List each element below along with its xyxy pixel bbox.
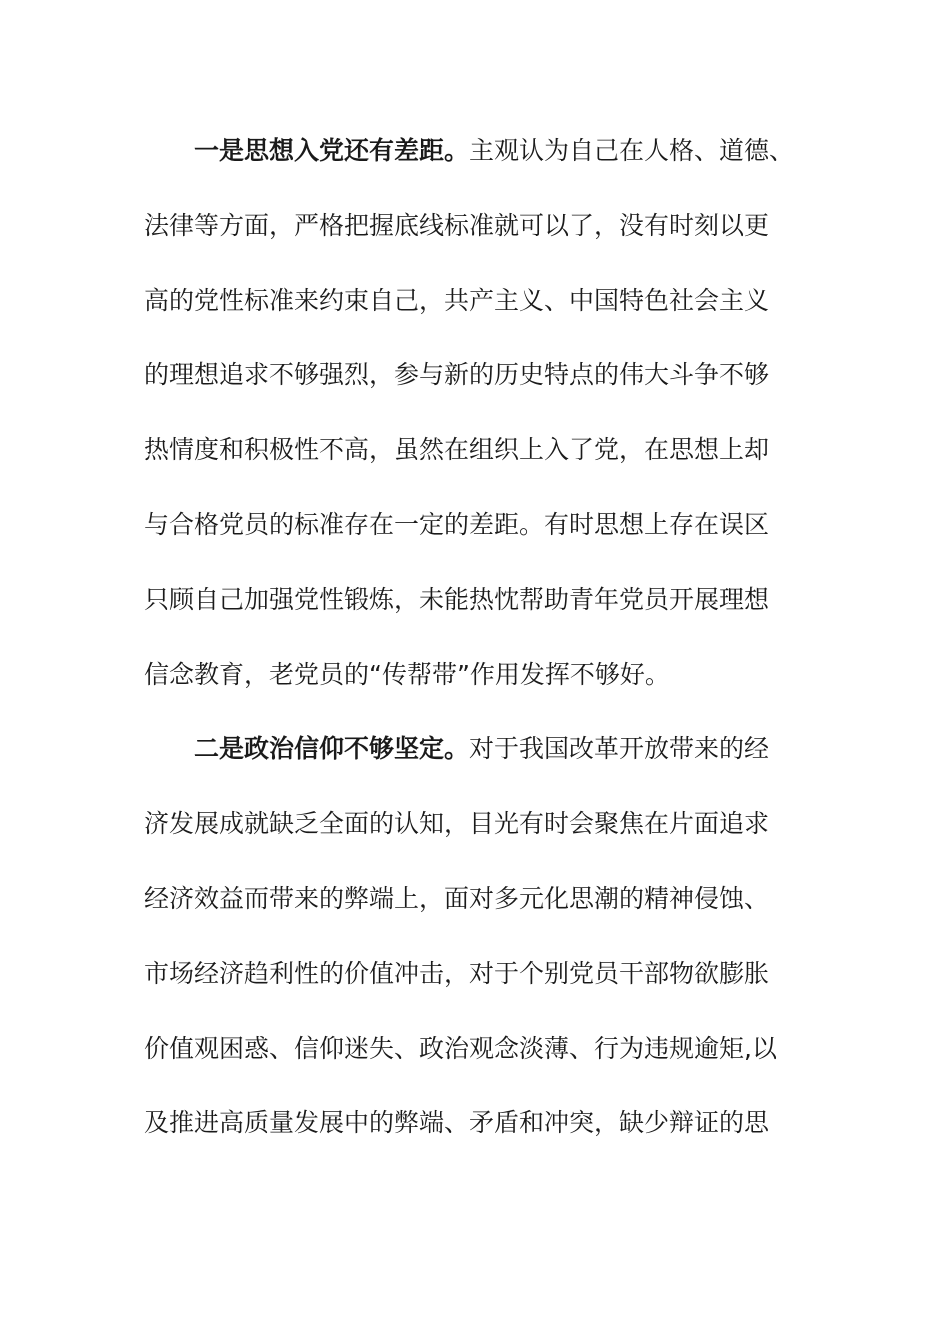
paragraph-text: 主观认为自己在人格、道德、 — [469, 136, 795, 165]
paragraph-line: 与合格党员的标准存在一定的差距。有时思想上存在误区 — [144, 509, 770, 539]
paragraph-line — [144, 712, 824, 787]
paragraph-line: 及推进高质量发展中的弊端、矛盾和冲突，缺少辩证的思 — [144, 1108, 770, 1138]
paragraph-line: 市场经济趋利性的价值冲击，对于个别党员干部物欲膨胀 — [144, 958, 770, 988]
paragraph-line: 的理想追求不够强烈，参与新的历史特点的伟大斗争不够 — [144, 360, 770, 390]
paragraph-line — [144, 114, 824, 189]
document-body — [144, 114, 824, 1161]
paragraph-line: 法律等方面，严格把握底线标准就可以了，没有时刻以更 — [144, 210, 770, 240]
paragraph-line: 高的党性标准来约束自己，共产主义、中国特色社会主义 — [144, 285, 770, 315]
paragraph-line: 只顾自己加强党性锻炼，未能热忱帮助青年党员开展理想 — [144, 584, 770, 614]
paragraph-line: 信念教育，老党员的“传帮带”作用发挥不够好。 — [144, 659, 670, 689]
paragraph-1 — [144, 114, 824, 712]
paragraph-lead: 一是思想入党还有差距。 — [194, 136, 470, 165]
paragraph-line: 热情度和积极性不高，虽然在组织上入了党，在思想上却 — [144, 435, 770, 465]
paragraph-2 — [144, 712, 824, 1161]
paragraph-text: 对于我国改革开放带来的经 — [469, 734, 770, 764]
paragraph-line: 济发展成就缺乏全面的认知，目光有时会聚焦在片面追求 — [144, 809, 770, 839]
paragraph-lead: 二是政治信仰不够坚定。 — [194, 734, 470, 764]
paragraph-line: 经济效益而带来的弊端上，面对多元化思潮的精神侵蚀、 — [144, 883, 770, 913]
paragraph-line: 价值观困惑、信仰迷失、政治观念淡薄、行为违规逾矩,以 — [144, 1033, 777, 1063]
